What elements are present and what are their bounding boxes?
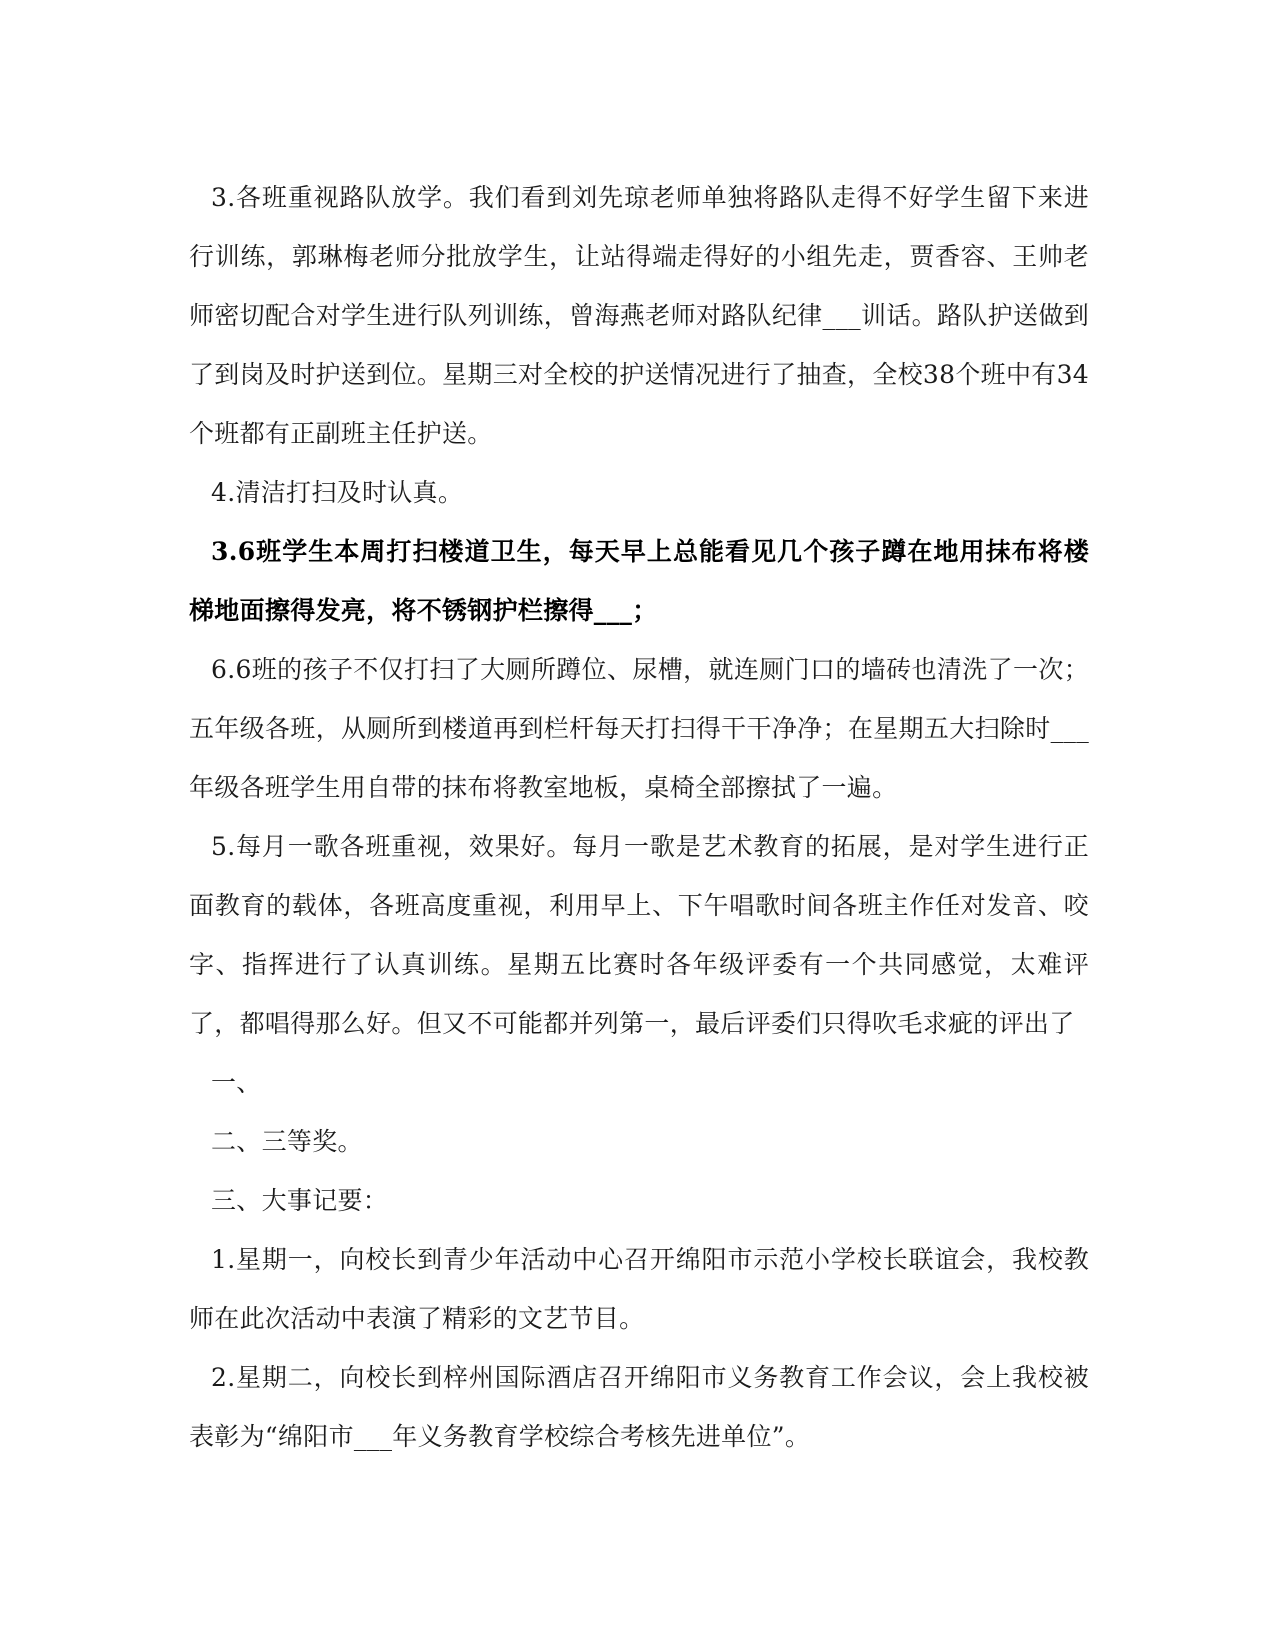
paragraph-class-3-6-cleaning: 3.6班学生本周打扫楼道卫生，每天早上总能看见几个孩子蹲在地用抹布将楼梯地面擦得发亮，将不锈钢护栏擦得___； (189, 537, 1089, 625)
paragraph-event-tuesday: 2.星期二，向校长到梓州国际酒店召开绵阳市义务教育工作会议，会上我校被表彰为“绵阳市___年义务教育学校综合考核先进单位”。 (189, 1363, 1089, 1451)
paragraph-class-6-6-cleaning: 6.6班的孩子不仅打扫了大厕所蹲位、尿槽，就连厕门口的墙砖也清洗了一次；五年级各班，从厕所到楼道再到栏杆每天打扫得干干净净；在星期五大扫除时___年级各班学生用自带的抹布将教室地板，桌椅全部擦拭了一遍。 (189, 655, 1089, 802)
paragraph-second-third-prize: 二、三等奖。 (211, 1127, 363, 1156)
paragraph-monthly-song: 5.每月一歌各班重视，效果好。每月一歌是艺术教育的拓展，是对学生进行正面教育的载体，各班高度重视，利用早上、下午唱歌时间各班主作任对发音、咬字、指挥进行了认真训练。星期五比赛时各年级评委有一个共同感觉，太难评了，都唱得那么好。但又不可能都并列第一，最后评委们只得吹毛求疵的评出了 (189, 832, 1089, 1038)
paragraph-cleaning-heading: 4.清洁打扫及时认真。 (211, 478, 464, 507)
document-body (189, 168, 1089, 1466)
paragraph-first-prize: 一、 (211, 1068, 262, 1097)
paragraph-event-monday: 1.星期一，向校长到青少年活动中心召开绵阳市示范小学校长联谊会，我校教师在此次活动中表演了精彩的文艺节目。 (189, 1245, 1089, 1333)
paragraph-major-events-heading: 三、大事记要： (211, 1186, 389, 1215)
paragraph-road-team-dismissal: 3.各班重视路队放学。我们看到刘先琼老师单独将路队走得不好学生留下来进行训练，郭琳梅老师分批放学生，让站得端走得好的小组先走，贾香容、王帅老师密切配合对学生进行队列训练，曾海燕老师对路队纪律___训话。路队护送做到了到岗及时护送到位。星期三对全校的护送情况进行了抽查，全校38个班中有34个班都有正副班主任护送。 (189, 183, 1089, 448)
